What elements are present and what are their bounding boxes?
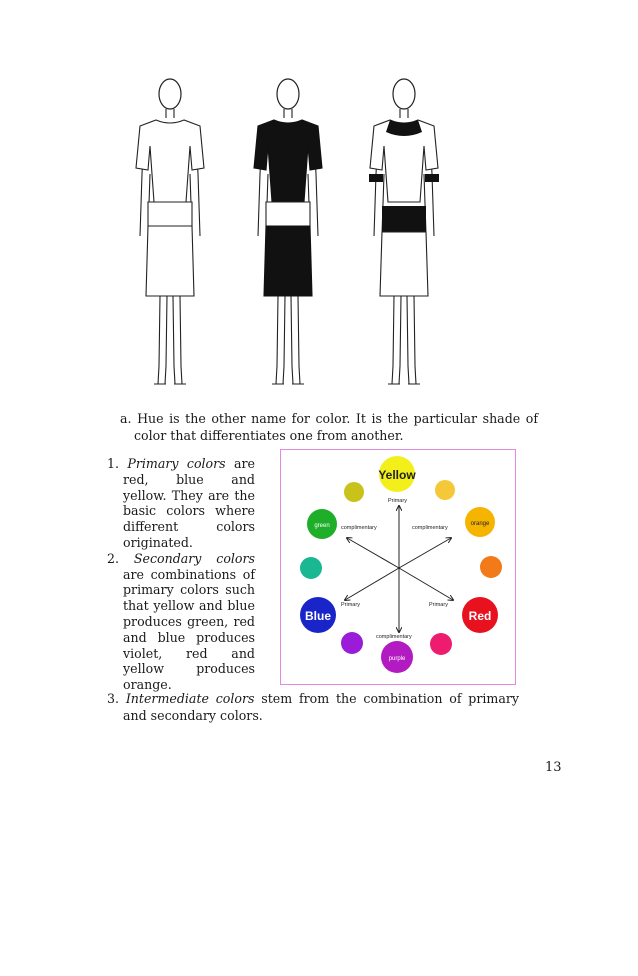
red-violet-circle [430,633,452,655]
secondary-text: are combinations of primary colors such that yellow and blue produces green, red and blue produces violet, red and yellow produces orange. [123,566,255,693]
arrow-lower-left [345,568,399,600]
intermediate-text: stem from the combination of primary and secondary colors. [123,691,519,723]
list-item-primary [107,456,255,551]
label-primary-right: Primary [429,602,448,608]
figure-accent-outfit [369,79,439,384]
term-primary: Primary colors [127,456,226,471]
list-item-secondary [107,551,255,693]
label-complimentary-left: complimentary [341,525,377,531]
arrow-upper-left [347,538,399,568]
label-complimentary-right: complimentary [412,525,448,531]
yellow-green-circle [344,482,364,502]
page-number: 13 [545,760,562,775]
label-blue: Blue [304,609,332,623]
color-wheel-diagram [281,450,517,686]
label-green: green [314,523,330,529]
intermediate-colors-item [107,690,519,724]
dress-figures-illustration [110,66,468,400]
hue-definition [120,410,538,444]
item-marker: a. [120,411,132,426]
label-orange: orange [470,521,490,527]
label-primary-top: Primary [388,498,407,504]
item-marker: 1. [107,456,120,471]
item-marker: 2. [107,550,120,566]
primary-text: are red, blue and yellow. They are the basic colors where different colors originated. [123,456,255,550]
label-red: Red [468,609,492,623]
blue-green-circle [300,557,322,579]
figure-white-outfit [136,79,204,384]
term-intermediate: Intermediate colors [125,691,255,706]
item-marker: 3. [107,691,120,706]
hue-text: Hue is the other name for color. It is the particular shade of color that differentiates one from another. [134,411,538,443]
arrow-upper-right [399,538,451,568]
label-primary-left: Primary [341,602,360,608]
blue-violet-circle [341,632,363,654]
label-complimentary-bottom: complimentary [376,634,412,640]
yellow-orange-circle [435,480,455,500]
color-wheel-figure [280,449,516,685]
figure-black-outfit [254,79,322,384]
red-orange-circle [480,556,502,578]
label-purple: purple [388,656,406,662]
term-secondary: Secondary colors [133,550,255,566]
arrow-lower-right [399,568,453,600]
color-type-list [107,456,255,693]
label-yellow: Yellow [378,468,416,482]
